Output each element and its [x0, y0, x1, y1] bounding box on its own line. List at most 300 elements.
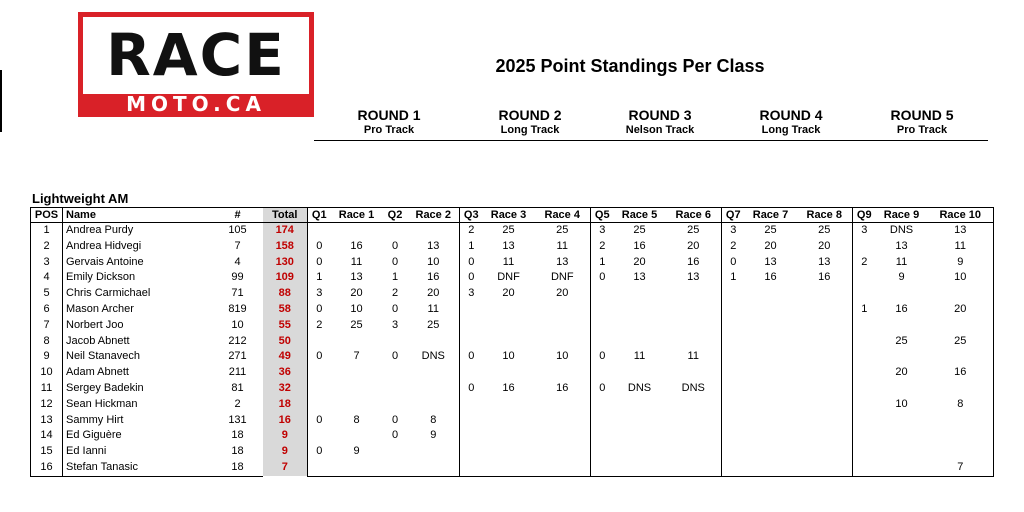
cell-race-5: [614, 286, 666, 302]
cell-race-3: 25: [502, 224, 515, 236]
round-3: [595, 107, 725, 137]
table-row: [31, 365, 994, 381]
cell-race-9: [876, 318, 928, 334]
cell-race-2: [408, 223, 460, 239]
round-4: [726, 107, 856, 137]
cell-q3: [460, 365, 483, 381]
cell-race-2: 8: [430, 413, 437, 426]
cell-name: Ed Ianni: [66, 445, 107, 458]
col-header-race-2: Race 2: [408, 208, 460, 223]
cell-race-5: 20: [633, 255, 646, 268]
round-track: Pro Track: [896, 124, 948, 136]
cell-q7: 0: [722, 255, 745, 271]
cell-race-3: [483, 365, 535, 381]
cell-race-4: [535, 334, 591, 350]
table-row: [31, 428, 994, 444]
col-header-q1: Q1: [308, 208, 331, 223]
cell-race-9: 11: [895, 255, 908, 268]
cell-pos: 1: [31, 223, 63, 239]
cell-race-10: [928, 428, 994, 444]
cell-name: Stefan Tanasic: [63, 460, 213, 476]
cell-q9: [853, 286, 876, 302]
cell-race-7: [745, 302, 797, 318]
cell-q7: 1: [722, 270, 745, 286]
cell-q9: [853, 428, 876, 444]
cell-race-1: [331, 397, 383, 413]
cell-number: 99: [231, 271, 244, 284]
table-row: [31, 397, 994, 413]
cell-q5: [591, 365, 614, 381]
cell-race-10: 9: [928, 255, 994, 271]
cell-race-8: [797, 318, 853, 334]
cell-race-1: 10: [350, 302, 363, 315]
cell-total: 109: [263, 270, 308, 286]
cell-race-3: 10: [502, 350, 515, 363]
cell-race-2: 25: [427, 318, 440, 331]
rounds-header: [314, 107, 988, 141]
cell-race-5: [614, 413, 666, 429]
cell-race-9: 9: [898, 271, 905, 284]
cell-pos: 11: [31, 381, 63, 397]
cell-total: 18: [263, 397, 308, 413]
round-2: [465, 107, 595, 137]
cell-race-4: [535, 460, 591, 476]
cell-q3: [460, 444, 483, 460]
cell-q5: [591, 397, 614, 413]
cell-q5: [591, 286, 614, 302]
cell-race-8: [797, 413, 853, 429]
cell-q1: 0: [308, 349, 331, 365]
cell-q5: 2: [591, 239, 614, 255]
cell-race-1: [331, 223, 383, 239]
cell-q5: [591, 334, 614, 350]
cell-q1: 3: [308, 286, 331, 302]
col-header-race-7: Race 7: [745, 208, 797, 223]
cell-race-1: [331, 460, 383, 476]
cell-race-1: 8: [353, 413, 360, 426]
cell-race-6: [666, 365, 722, 381]
cell-pos: 12: [31, 397, 63, 413]
cell-race-1: [331, 365, 383, 381]
cell-race-2: 11: [427, 302, 439, 315]
cell-total: 50: [263, 334, 308, 350]
cell-q2: 2: [391, 287, 399, 300]
cell-race-10: 11: [928, 239, 994, 255]
cell-race-6: 13: [687, 271, 700, 284]
cell-q3: 0: [460, 270, 483, 286]
cell-name: Ed Giguère: [66, 429, 122, 442]
table-row: [31, 223, 994, 239]
cell-number: 7: [234, 239, 241, 252]
cell-race-8: [797, 428, 853, 444]
cell-race-1: 7: [353, 350, 360, 363]
cell-race-4: DNF: [550, 271, 574, 284]
cell-q1: [308, 428, 331, 444]
cell-race-8: [797, 381, 853, 397]
cell-total: 55: [263, 318, 308, 334]
cell-number: 71: [231, 287, 244, 300]
table-row: [31, 255, 994, 271]
cell-q2: [383, 444, 408, 460]
round-name: ROUND 1: [357, 107, 421, 123]
cell-race-10: 13: [928, 223, 994, 239]
table-row: [31, 413, 994, 429]
cell-race-7: [745, 318, 797, 334]
cell-race-9: [876, 460, 928, 476]
cell-race-8: 25: [818, 224, 831, 236]
cell-q3: [460, 428, 483, 444]
cell-race-10: [928, 318, 994, 334]
cell-race-4: [535, 413, 591, 429]
cell-total: 158: [263, 239, 308, 255]
col-header-race-3: Race 3: [483, 208, 535, 223]
table-row: [31, 444, 994, 460]
cell-q5: 0: [591, 381, 614, 397]
cell-q2: [383, 381, 408, 397]
cell-q1: [308, 460, 331, 476]
col-header-race-5: Race 5: [614, 208, 666, 223]
cell-race-9: DNS: [889, 224, 914, 236]
cell-total: 88: [263, 286, 308, 302]
cell-pos: 13: [31, 413, 63, 429]
round-5: [857, 107, 987, 137]
cell-race-4: 25: [556, 224, 569, 236]
cell-race-10: [928, 286, 994, 302]
cell-q9: [853, 444, 876, 460]
cell-race-8: [797, 349, 853, 365]
cell-race-3: [483, 444, 535, 460]
cell-q2: 0: [391, 239, 399, 252]
cell-race-4: [535, 444, 591, 460]
cell-race-6: [666, 334, 722, 350]
round-track: Nelson Track: [625, 124, 695, 136]
cell-race-6: 20: [687, 239, 700, 252]
cell-q1: 2: [308, 318, 331, 334]
cell-name: Andrea Hidvegi: [66, 239, 142, 252]
cell-race-7: [745, 365, 797, 381]
cell-race-1: [331, 428, 383, 444]
cell-race-3: 20: [502, 287, 515, 300]
cell-race-6: 16: [687, 255, 700, 268]
logo-race-text: RACE: [106, 21, 286, 89]
cell-q3: [460, 460, 483, 476]
cell-race-9: 16: [895, 302, 908, 315]
col-header-pos: POS: [31, 208, 63, 223]
col-header-q5: Q5: [591, 208, 614, 223]
round-track: Pro Track: [363, 124, 415, 136]
cell-total: 32: [263, 381, 308, 397]
cell-race-9: 13: [895, 239, 908, 252]
col-header-race-4: Race 4: [535, 208, 591, 223]
cell-number: 81: [231, 381, 244, 394]
cell-pos: 3: [31, 255, 63, 271]
cell-race-2: 9: [430, 429, 437, 442]
cell-race-5: [614, 428, 666, 444]
cell-q7: 2: [722, 239, 745, 255]
cell-q5: 0: [591, 270, 614, 286]
cell-q7: [722, 302, 745, 318]
cell-race-9: [876, 349, 928, 365]
cell-total: 16: [263, 413, 308, 429]
cell-race-9: 10: [895, 397, 908, 410]
cell-name: Jacob Abnett: [66, 334, 130, 347]
cell-race-6: 25: [687, 224, 700, 236]
cell-race-10: 25: [928, 334, 994, 350]
cell-number: 819: [228, 302, 247, 315]
header-row: [31, 208, 994, 223]
cell-race-1: 11: [350, 255, 363, 268]
cell-q7: [722, 334, 745, 350]
cell-q9: 2: [853, 255, 876, 271]
cell-q1: 0: [308, 239, 331, 255]
cell-race-4: [535, 302, 591, 318]
cell-race-3: [483, 302, 535, 318]
cell-race-2: [408, 334, 460, 350]
cell-q1: 0: [308, 255, 331, 271]
cell-q1: [308, 397, 331, 413]
cell-race-3: [483, 413, 535, 429]
cell-q9: [853, 334, 876, 350]
cell-q3: [460, 413, 483, 429]
cell-q5: [591, 413, 614, 429]
cell-number: 212: [228, 334, 247, 347]
cell-race-1: 25: [350, 318, 363, 331]
cell-number: 105: [228, 224, 247, 236]
cell-race-2: 20: [427, 287, 440, 300]
cell-race-6: [666, 460, 722, 476]
cell-q1: 0: [308, 302, 331, 318]
table-row: [31, 286, 994, 302]
cell-q2: [383, 397, 408, 413]
left-margin-rule: [0, 70, 2, 132]
cell-race-8: [797, 365, 853, 381]
col-header-race-8: Race 8: [797, 208, 853, 223]
cell-pos: 15: [31, 444, 63, 460]
cell-q1: 1: [308, 270, 331, 286]
page-title: 2025 Point Standings Per Class: [495, 56, 765, 76]
cell-total: 174: [263, 223, 308, 239]
cell-q3: [460, 318, 483, 334]
cell-race-9: [876, 381, 928, 397]
cell-race-10: [928, 413, 994, 429]
cell-race-8: [797, 286, 853, 302]
cell-race-9: [876, 428, 928, 444]
cell-race-8: [797, 397, 853, 413]
cell-race-10: 10: [928, 270, 994, 286]
cell-q5: [591, 318, 614, 334]
cell-q5: 3: [591, 223, 614, 239]
cell-race-6: [666, 397, 722, 413]
cell-q1: 0: [308, 444, 331, 460]
logo-moto-text: MOTO.CA: [126, 92, 266, 116]
cell-q2: 0: [391, 429, 399, 442]
cell-race-2: 13: [427, 239, 440, 252]
cell-number: 10: [231, 318, 244, 331]
cell-q5: [591, 444, 614, 460]
cell-total: 49: [263, 349, 308, 365]
col-header-q7: Q7: [722, 208, 745, 223]
cell-name: Norbert Joo: [66, 318, 124, 331]
cell-number: 18: [231, 429, 244, 442]
cell-q9: 1: [853, 302, 876, 318]
cell-race-3: 13: [502, 239, 515, 252]
cell-q9: [853, 365, 876, 381]
cell-race-5: [614, 397, 666, 413]
cell-q7: [722, 381, 745, 397]
cell-race-4: 16: [556, 381, 569, 394]
cell-q5: [591, 428, 614, 444]
cell-race-3: [483, 428, 535, 444]
table-row: [31, 270, 994, 286]
cell-q9: [853, 239, 876, 255]
cell-q9: [853, 381, 876, 397]
table-row: [31, 460, 994, 476]
cell-q3: 0: [460, 349, 483, 365]
cell-race-4: [535, 318, 591, 334]
col-header-race-10: Race 10: [928, 208, 994, 223]
cell-total: 9: [263, 444, 308, 460]
cell-race-9: [876, 444, 928, 460]
cell-race-1: 20: [350, 287, 363, 300]
cell-race-6: DNS: [681, 381, 705, 394]
cell-race-8: 13: [818, 255, 831, 268]
cell-q3: [460, 334, 483, 350]
cell-pos: 9: [31, 349, 63, 365]
col-header-number: #: [213, 208, 263, 223]
cell-q7: [722, 397, 745, 413]
cell-race-7: 13: [764, 255, 777, 268]
cell-pos: 2: [31, 239, 63, 255]
class-title: Lightweight AM: [32, 191, 129, 206]
cell-race-10: 16: [928, 365, 994, 381]
table-row: [31, 318, 994, 334]
cell-race-2: [408, 381, 460, 397]
cell-race-5: [614, 318, 666, 334]
cell-race-2: DNS: [421, 350, 445, 363]
round-name: ROUND 2: [498, 107, 562, 123]
cell-race-7: [745, 428, 797, 444]
cell-q2: [383, 365, 408, 381]
col-header-q3: Q3: [460, 208, 483, 223]
cell-race-8: 16: [818, 271, 831, 284]
cell-name: Sergey Badekin: [66, 381, 144, 394]
cell-race-7: [745, 381, 797, 397]
cell-q7: [722, 318, 745, 334]
cell-q2: [383, 223, 408, 239]
cell-race-4: [535, 397, 591, 413]
cell-number: 271: [228, 350, 247, 363]
cell-number: 4: [234, 255, 241, 268]
cell-race-8: [797, 460, 853, 476]
cell-race-3: [483, 397, 535, 413]
cell-race-6: [666, 428, 722, 444]
cell-race-3: [483, 334, 535, 350]
cell-race-2: [408, 397, 460, 413]
cell-race-4: 11: [556, 239, 568, 252]
round-name: ROUND 4: [759, 107, 823, 123]
table-row: [31, 349, 994, 365]
cell-race-5: [614, 444, 666, 460]
cell-q7: [722, 460, 745, 476]
standings-table: [30, 207, 994, 477]
cell-name: Chris Carmichael: [66, 287, 151, 300]
cell-race-2: [408, 365, 460, 381]
cell-q1: [308, 381, 331, 397]
cell-race-7: [745, 444, 797, 460]
cell-race-6: 11: [687, 350, 699, 363]
cell-race-7: 16: [764, 271, 777, 284]
cell-pos: 6: [31, 302, 63, 318]
cell-race-5: [614, 334, 666, 350]
cell-q5: [591, 460, 614, 476]
cell-q3: [460, 302, 483, 318]
cell-q7: [722, 349, 745, 365]
cell-race-3: 16: [502, 381, 515, 394]
cell-q2: 0: [391, 302, 399, 315]
cell-race-8: [797, 444, 853, 460]
round-name: ROUND 3: [628, 107, 692, 123]
cell-race-7: [745, 397, 797, 413]
cell-race-6: [666, 413, 722, 429]
cell-q3: 3: [460, 286, 483, 302]
cell-number: 18: [213, 460, 263, 476]
cell-race-5: [614, 460, 666, 476]
col-header-q2: Q2: [383, 208, 408, 223]
cell-race-6: [666, 286, 722, 302]
cell-q2: 1: [391, 271, 399, 284]
cell-race-2: 16: [427, 271, 440, 284]
cell-name: Neil Stanavech: [66, 350, 140, 363]
cell-race-1: [331, 334, 383, 350]
cell-name: Sean Hickman: [66, 397, 138, 410]
table-row: [31, 381, 994, 397]
cell-race-4: [535, 428, 591, 444]
col-header-race-9: Race 9: [876, 208, 928, 223]
cell-name: Gervais Antoine: [66, 255, 144, 268]
cell-pos: 8: [31, 334, 63, 350]
cell-q2: 0: [391, 350, 399, 363]
cell-q9: 3: [853, 223, 876, 239]
cell-race-1: [331, 381, 383, 397]
cell-q2: [383, 334, 408, 350]
cell-q1: [308, 223, 331, 239]
cell-q5: 0: [591, 349, 614, 365]
cell-q7: 3: [722, 223, 745, 239]
col-header-q9: Q9: [853, 208, 876, 223]
cell-race-4: 20: [556, 287, 569, 300]
cell-q1: [308, 365, 331, 381]
cell-q1: 0: [308, 413, 331, 429]
round-track: Long Track: [761, 124, 821, 136]
cell-race-10: 8: [928, 397, 994, 413]
cell-race-3: DNF: [497, 271, 520, 284]
cell-q7: [722, 365, 745, 381]
col-header-total: Total: [263, 208, 308, 223]
cell-race-4: 13: [556, 255, 569, 268]
cell-race-5: 11: [633, 350, 646, 363]
cell-q9: [853, 349, 876, 365]
cell-race-3: 11: [502, 255, 515, 268]
cell-race-10: 7: [928, 460, 994, 476]
cell-race-10: 20: [928, 302, 994, 318]
cell-pos: 10: [31, 365, 63, 381]
cell-q2: [383, 460, 408, 476]
cell-q9: [853, 413, 876, 429]
cell-race-9: 25: [895, 334, 908, 347]
cell-q7: [722, 444, 745, 460]
cell-race-10: [928, 381, 994, 397]
cell-name: Mason Archer: [66, 302, 134, 315]
